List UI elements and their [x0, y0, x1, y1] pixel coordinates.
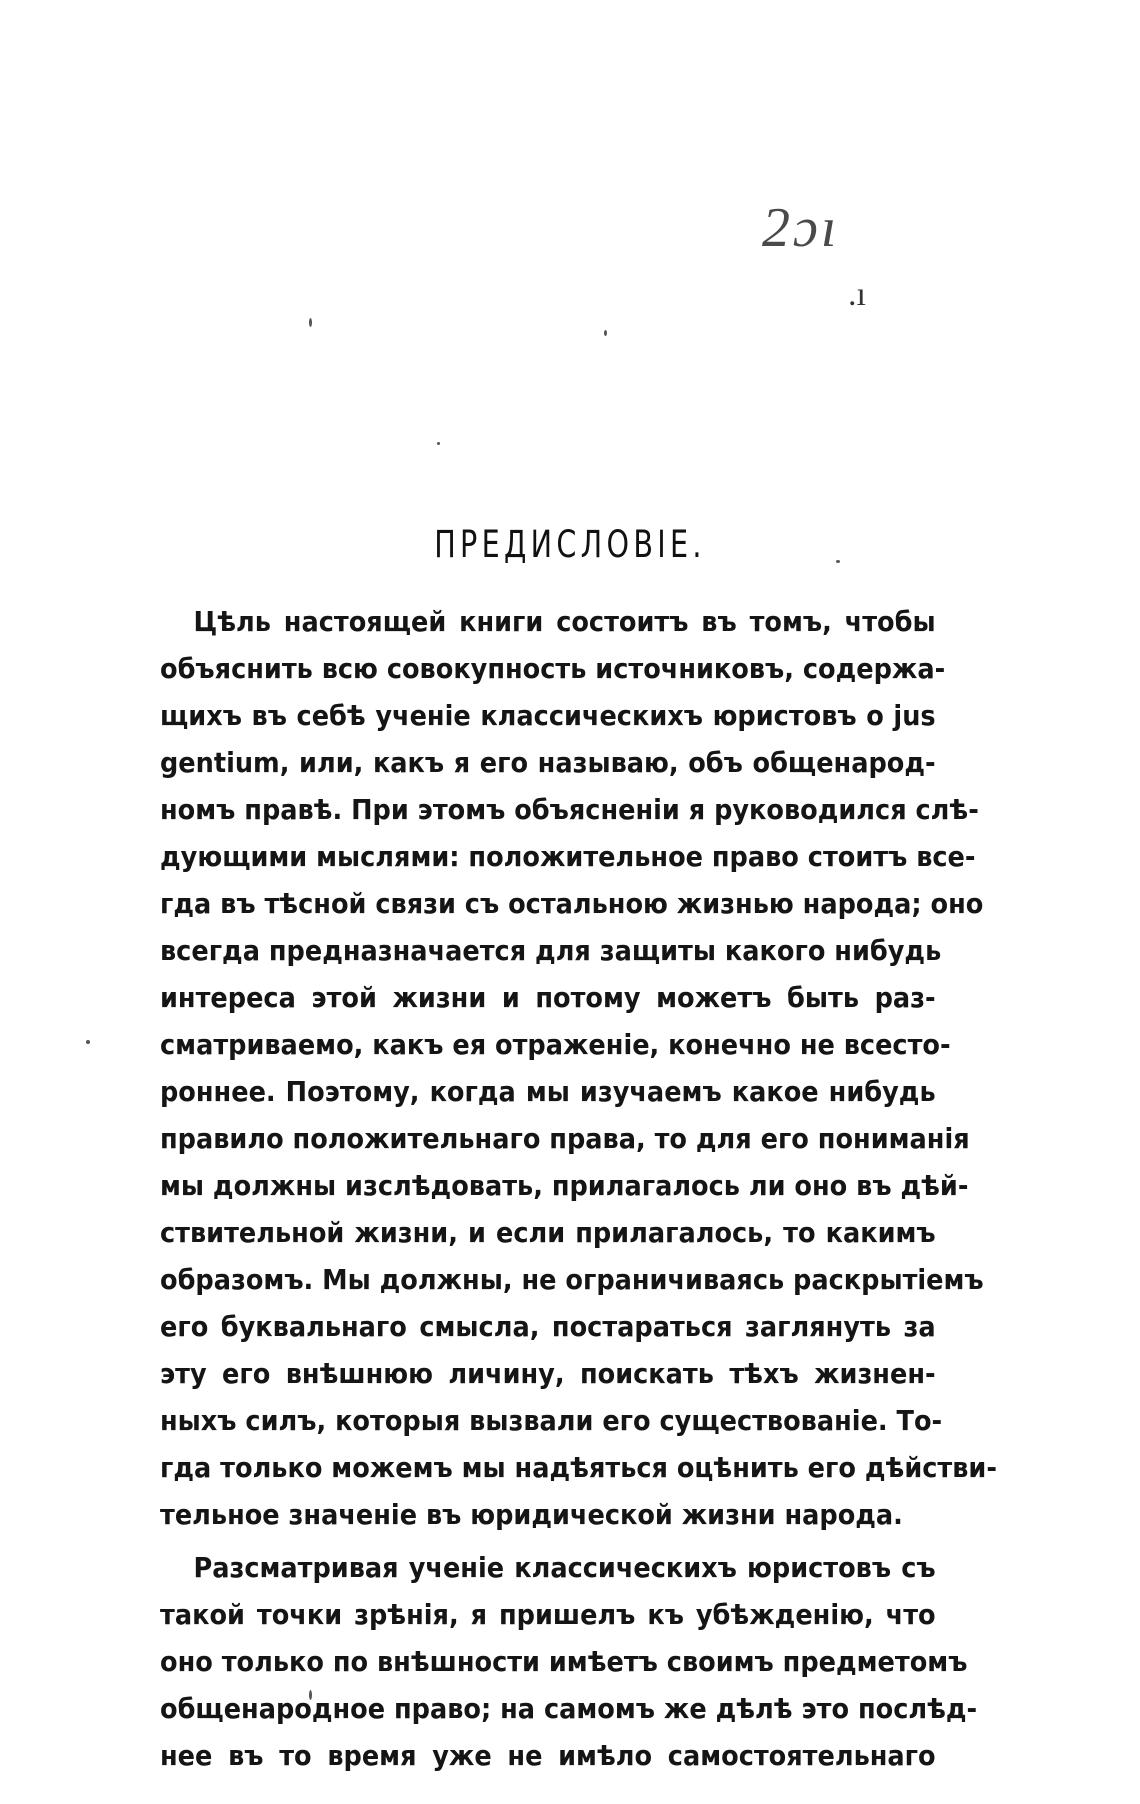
- text-line: его буквальнаго смысла, постараться заглянуть за: [160, 1311, 936, 1343]
- page-title: ПРЕДИСЛОВІЕ.: [434, 522, 706, 566]
- text-line: эту его внѣшнюю личину, поискать тѣхъ жизнен-: [160, 1358, 936, 1390]
- text-line: ныхъ силъ, которыя вызвали его существованіе. То-: [160, 1405, 943, 1437]
- text-line: сматриваемо, какъ ея отраженіе, конечно не всесто-: [160, 1029, 951, 1061]
- scan-speck: [309, 318, 312, 327]
- text-line: такой точки зрѣнія, я пришелъ къ убѣжденію, что: [160, 1599, 936, 1631]
- text-line: интереса этой жизни и потому можетъ быть раз-: [160, 982, 936, 1014]
- scan-speck: [437, 442, 440, 445]
- text-line: гда въ тѣсной связи съ остальною жизнью народа; оно: [160, 888, 984, 920]
- text-line: gentium, или, какъ я его называю, объ общенарод-: [160, 747, 936, 779]
- text-line: общенародное право; на самомъ же дѣлѣ это послѣд-: [160, 1693, 978, 1725]
- text-line: номъ правѣ. При этомъ объясненіи я руководился слѣ-: [160, 794, 979, 826]
- text-line: мы должны изслѣдовать, прилагалось ли оно въ дѣй-: [160, 1170, 969, 1202]
- text-line: Разсматривая ученіе классическихъ юристовъ съ: [193, 1552, 936, 1584]
- text-line: оно только по внѣшности имѣетъ своимъ предметомъ: [160, 1646, 968, 1678]
- text-line: правило положительнаго права, то для его пониманія: [160, 1123, 970, 1155]
- body-text: [160, 599, 997, 1780]
- text-line: ствительной жизни, и если прилагалось, то какимъ: [160, 1217, 936, 1249]
- text-line: образомъ. Мы должны, не ограничиваясь раскрытіемъ: [160, 1264, 984, 1296]
- handwritten-page-mark: 2ɔı: [762, 197, 840, 259]
- text-line: нее въ то время уже не имѣло самостоятельнаго: [160, 1740, 936, 1772]
- text-line: роннее. Поэтому, когда мы изучаемъ какое нибудь: [160, 1076, 936, 1108]
- scan-speck: [604, 330, 607, 336]
- scan-speck: [86, 1040, 90, 1044]
- handwritten-sub-mark: .ı: [848, 276, 866, 313]
- text-line: объяснить всю совокупность источниковъ, содержа-: [160, 653, 946, 685]
- paragraph-2: [160, 1545, 978, 1780]
- text-line: щихъ въ себѣ ученіе классическихъ юристовъ о jus: [160, 700, 936, 732]
- text-line: гда только можемъ мы надѣяться оцѣнить его дѣйстви-: [160, 1452, 997, 1484]
- text-line: тельное значеніе въ юридической жизни народа.: [160, 1499, 903, 1531]
- paragraph-1: [160, 599, 997, 1539]
- text-line: Цѣль настоящей книги состоитъ въ томъ, чтобы: [193, 606, 936, 638]
- text-line: дующими мыслями: положительное право стоитъ все-: [160, 841, 976, 873]
- text-line: всегда предназначается для защиты какого нибудь: [160, 935, 942, 967]
